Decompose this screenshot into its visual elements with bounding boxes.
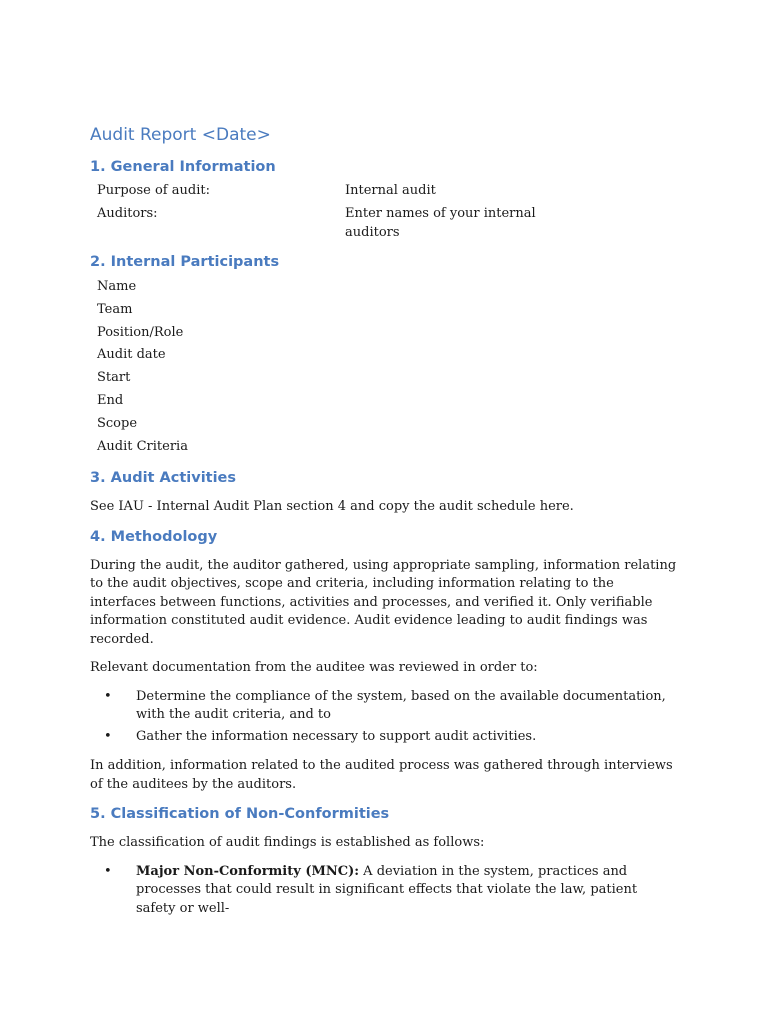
participant-field: Position/Role (97, 324, 184, 340)
mnc-label: Major Non-Conformity (MNC): (136, 863, 360, 879)
section-activities-heading: 3. Audit Activities (90, 470, 237, 487)
bullet-icon: • (104, 863, 112, 879)
bullet-icon: • (104, 728, 112, 744)
section-classification-heading: 5. Classification of Non-Conformities (90, 806, 390, 823)
activities-text: See IAU - Internal Audit Plan section 4 and copy the audit schedule here. (90, 499, 574, 515)
auditors-value: Enter names of your internal auditors (345, 206, 536, 240)
participant-field: Start (97, 370, 131, 386)
classification-bullets (90, 863, 680, 919)
participant-field: Name (97, 279, 137, 294)
section-general-heading: 1. General Information (90, 159, 276, 175)
participant-field: Team (97, 301, 133, 317)
purpose-value: Internal audit (345, 183, 436, 198)
list-item (90, 863, 680, 919)
list-item: • Determine the compliance of the system, based on the available documentation, with the audit criteria, and to (104, 688, 666, 723)
document-content (90, 125, 680, 921)
purpose-label: Purpose of audit: (97, 183, 210, 198)
auditors-row (90, 204, 680, 242)
report-title: Audit Report <Date> (90, 125, 271, 145)
participant-field: Audit Criteria (97, 438, 188, 454)
list-item: • Gather the information necessary to support audit activities. (90, 728, 680, 747)
classification-intro: The classification of audit findings is established as follows: (90, 835, 485, 851)
section-participants-heading: 2. Internal Participants (90, 254, 280, 270)
section-methodology-heading: 4. Methodology (90, 528, 218, 545)
participant-field: Scope (97, 415, 138, 431)
methodology-bullets (90, 688, 680, 747)
participant-field: End (97, 392, 124, 408)
methodology-para-1: During the audit, the auditor gathered, using appropriate sampling, information relating to the audit objectives, scope and criteria, including information relating to the interfaces between functions, activities and processes, and verified it. Only verifiable information constituted audit evidence. Audit evidence leading to audit findings was recorded. (90, 557, 677, 647)
auditors-label: Auditors: (97, 206, 158, 221)
methodology-para-3: In addition, information related to the audited process was gathered through interviews of the auditees by the auditors. (90, 758, 673, 792)
mnc-text: A deviation in the system, practices and processes that could result in significant effects that violate the law, patient safety or well- (136, 863, 638, 916)
methodology-para-2: Relevant documentation from the auditee was reviewed in order to: (90, 660, 538, 676)
participant-field: Audit date (97, 347, 166, 363)
bullet-icon: • (104, 688, 112, 704)
purpose-row (90, 181, 680, 200)
